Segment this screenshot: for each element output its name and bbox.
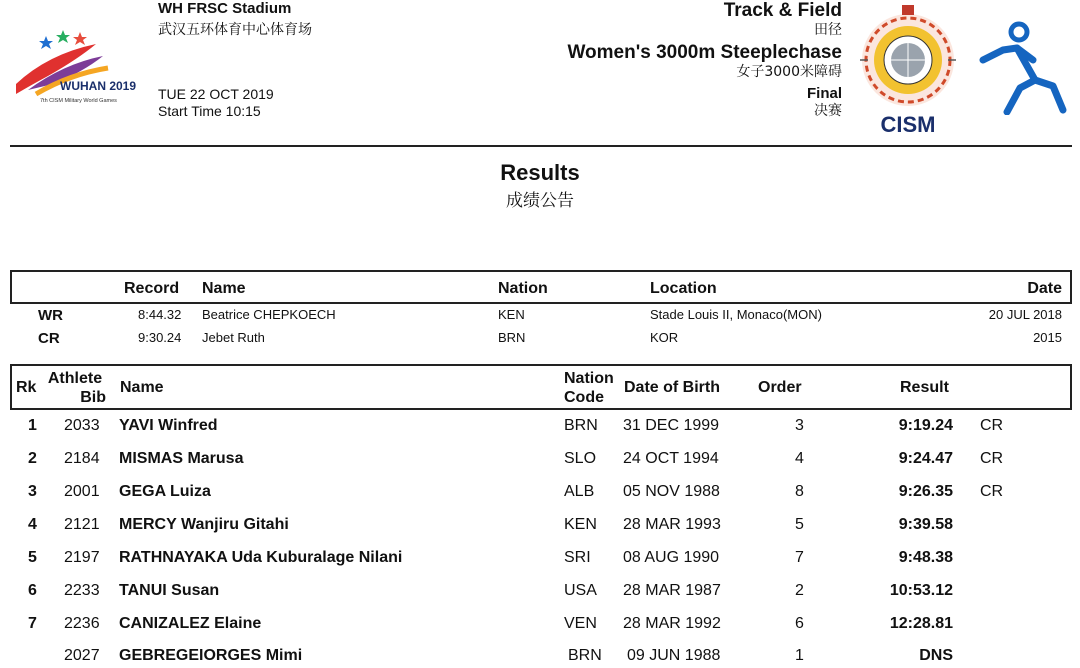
results-col-result: Result: [900, 379, 949, 396]
athlete-name: TANUI Susan: [119, 582, 220, 599]
athlete-name: MERCY Wanjiru Gitahi: [119, 516, 289, 533]
athlete-name: YAVI Winfred: [119, 417, 218, 434]
page-title-cn: 成绩公告: [506, 191, 574, 211]
venue-name-cn: 武汉五环体育中心体育场: [158, 22, 312, 38]
table-row: [0, 516, 1080, 546]
rank: 2: [28, 450, 37, 467]
records-col-date: Date: [1027, 280, 1062, 297]
date-of-birth: 28 MAR 1987: [623, 582, 721, 599]
result-time: DNS: [919, 647, 953, 664]
page-title: Results: [500, 160, 580, 185]
date-of-birth: 24 OCT 1994: [623, 450, 719, 467]
record-nation: KEN: [498, 307, 525, 322]
rank: 7: [28, 615, 37, 632]
sport-title-cn: 田径: [814, 22, 842, 38]
record-date: 2015: [1033, 330, 1062, 345]
table-row: [0, 647, 1080, 668]
date-of-birth: 05 NOV 1988: [623, 483, 720, 500]
date-of-birth: 28 MAR 1993: [623, 516, 721, 533]
order: 8: [795, 483, 804, 500]
start-time: Start Time 10:15: [158, 103, 261, 119]
athlete-name: MISMAS Marusa: [119, 450, 244, 467]
date-of-birth: 09 JUN 1988: [627, 647, 721, 664]
nation-code: VEN: [564, 615, 597, 632]
records-col-record: Record: [124, 280, 180, 297]
record-note: CR: [980, 417, 1004, 434]
record-note: CR: [980, 483, 1004, 500]
record-nation: BRN: [498, 330, 526, 345]
bib: 2121: [64, 516, 100, 533]
records-col-name: Name: [202, 280, 246, 297]
record-note: CR: [980, 450, 1004, 467]
venue-name: WH FRSC Stadium: [158, 0, 292, 17]
results-col-rank: Rk: [16, 379, 37, 396]
record-holder: Jebet Ruth: [202, 330, 265, 345]
records-col-location: Location: [650, 280, 717, 297]
athlete-name: RATHNAYAKA Uda Kuburalage Nilani: [119, 549, 403, 566]
bib: 2033: [64, 417, 100, 434]
results-col-order: Order: [758, 379, 802, 396]
bib: 2236: [64, 615, 100, 632]
results-col-bib-line2: Bib: [80, 389, 106, 406]
table-row: [0, 582, 1080, 612]
order: 5: [795, 516, 804, 533]
event-title: Women's 3000m Steeplechase: [567, 42, 842, 63]
order: 3: [795, 417, 804, 434]
table-row: [0, 483, 1080, 513]
table-row: [0, 450, 1080, 480]
svg-text:7th CISM Military World Games: 7th CISM Military World Games: [40, 98, 117, 104]
record-mark: 9:30.24: [138, 330, 182, 345]
rank: 1: [28, 417, 37, 434]
results-col-bib-line1: Athlete: [47, 370, 103, 387]
order: 7: [795, 549, 804, 566]
results-col-nation-line1: Nation: [564, 370, 614, 387]
order: 6: [795, 615, 804, 632]
event-title-cn: 女子3000米障碍: [736, 64, 842, 80]
rank: 6: [28, 582, 37, 599]
date-of-birth: 28 MAR 1992: [623, 615, 721, 632]
nation-code: ALB: [564, 483, 595, 500]
nation-code: BRN: [568, 647, 602, 664]
record-date: 20 JUL 2018: [988, 307, 1062, 322]
result-time: 9:39.58: [898, 516, 953, 533]
event-date: TUE 22 OCT 2019: [158, 86, 274, 102]
order: 2: [795, 582, 804, 599]
date-of-birth: 08 AUG 1990: [623, 549, 720, 566]
record-row-cr: [0, 330, 1080, 350]
page-header: [0, 0, 1080, 140]
bib: 2027: [64, 647, 100, 664]
header-divider: [10, 145, 1072, 147]
rank: 4: [28, 516, 37, 533]
rank: 5: [28, 549, 37, 566]
phase-title-cn: 决赛: [814, 103, 842, 119]
result-time: 12:28.81: [889, 615, 953, 632]
result-time: 9:24.47: [898, 450, 953, 467]
nation-code: SLO: [564, 450, 597, 467]
records-col-nation: Nation: [498, 280, 548, 297]
runner-pictogram-icon: [975, 20, 1070, 115]
bib: 2233: [64, 582, 100, 599]
results-col-dob: Date of Birth: [624, 379, 720, 396]
date-of-birth: 31 DEC 1999: [623, 417, 720, 434]
results-header: [10, 364, 1072, 410]
rank: 3: [28, 483, 37, 500]
record-type: WR: [38, 307, 63, 324]
event-info: [567, 0, 842, 120]
result-time: 9:19.24: [898, 417, 953, 434]
order: 1: [795, 647, 804, 664]
record-mark: 8:44.32: [138, 307, 182, 322]
nation-code: KEN: [564, 516, 597, 533]
bib: 2197: [64, 549, 100, 566]
svg-text:WUHAN 2019: WUHAN 2019: [60, 79, 137, 93]
record-row-wr: [0, 307, 1080, 327]
cism-emblem: [858, 2, 958, 136]
record-type: CR: [38, 330, 60, 347]
result-time: 9:26.35: [898, 483, 953, 500]
record-location: KOR: [650, 330, 679, 345]
table-row: [0, 417, 1080, 447]
nation-code: BRN: [564, 417, 598, 434]
result-time: 9:48.38: [898, 549, 953, 566]
record-location: Stade Louis II, Monaco(MON): [650, 307, 822, 322]
record-holder: Beatrice CHEPKOECH: [202, 307, 336, 322]
results-col-name: Name: [120, 379, 164, 396]
athlete-name: CANIZALEZ Elaine: [119, 615, 262, 632]
nation-code: USA: [564, 582, 597, 599]
athlete-name: GEBREGEIORGES Mimi: [119, 647, 303, 664]
svg-text:CISM: CISM: [880, 112, 936, 136]
phase-title: Final: [806, 85, 842, 102]
sport-title: Track & Field: [723, 0, 842, 21]
nation-code: SRI: [564, 549, 591, 566]
athlete-name: GEGA Luiza: [119, 483, 211, 500]
results-col-nation-line2: Code: [564, 389, 604, 406]
result-time: 10:53.12: [889, 582, 953, 599]
bib: 2184: [64, 450, 100, 467]
order: 4: [795, 450, 804, 467]
table-row: [0, 615, 1080, 645]
records-header: [10, 270, 1072, 304]
table-row: [0, 549, 1080, 579]
bib: 2001: [64, 483, 100, 500]
wuhan-2019-logo: [8, 24, 153, 109]
